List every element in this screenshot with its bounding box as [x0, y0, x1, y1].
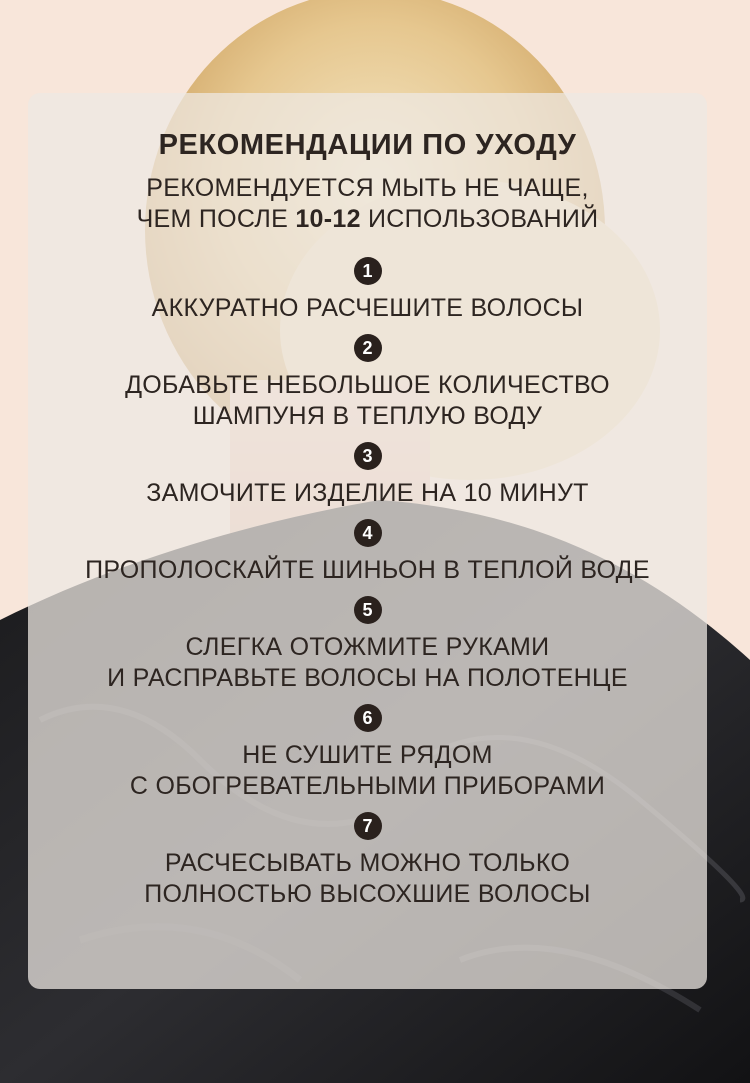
wash-frequency-prefix: ЧЕМ ПОСЛЕ — [136, 205, 296, 233]
step-2 — [28, 334, 707, 432]
step-5 — [28, 596, 707, 694]
step-text: ПРОПОЛОСКАЙТЕ ШИНЬОН В ТЕПЛОЙ ВОДЕ — [85, 556, 650, 584]
step-text — [28, 848, 707, 910]
wash-frequency-number: 10-12 — [295, 205, 361, 233]
step-number-badge: 2 — [354, 334, 382, 362]
step-4 — [28, 519, 707, 586]
step-text — [28, 740, 707, 802]
wash-frequency-line-1: РЕКОМЕНДУЕТСЯ МЫТЬ НЕ ЧАЩЕ, — [146, 174, 589, 202]
step-text — [28, 370, 707, 432]
step-number-badge: 3 — [354, 442, 382, 470]
step-text-line: НЕ СУШИТЕ РЯДОМ — [242, 741, 493, 769]
step-number-badge: 5 — [354, 596, 382, 624]
step-text — [28, 632, 707, 694]
wash-frequency-line-2 — [28, 204, 707, 235]
care-instructions-card — [28, 93, 707, 989]
step-7 — [28, 812, 707, 910]
step-number-badge: 7 — [354, 812, 382, 840]
wash-frequency-suffix: ИСПОЛЬЗОВАНИЙ — [360, 205, 599, 233]
step-number-badge: 4 — [354, 519, 382, 547]
care-steps-list — [28, 257, 707, 910]
step-text-line: С ОБОГРЕВАТЕЛЬНЫМИ ПРИБОРАМИ — [129, 772, 606, 800]
step-text-line: ДОБАВЬТЕ НЕБОЛЬШОЕ КОЛИЧЕСТВО — [125, 371, 610, 399]
step-text-line: СЛЕГКА ОТОЖМИТЕ РУКАМИ — [185, 633, 550, 661]
step-1 — [28, 257, 707, 324]
step-number-badge: 1 — [354, 257, 382, 285]
step-text: АККУРАТНО РАСЧЕШИТЕ ВОЛОСЫ — [151, 294, 584, 322]
page-title: РЕКОМЕНДАЦИИ ПО УХОДУ — [158, 129, 577, 161]
step-text: ЗАМОЧИТЕ ИЗДЕЛИЕ НА 10 МИНУТ — [146, 479, 589, 507]
step-text-line: ШАМПУНЯ В ТЕПЛУЮ ВОДУ — [192, 402, 543, 430]
step-text-line: РАСЧЕСЫВАТЬ МОЖНО ТОЛЬКО — [164, 849, 571, 877]
step-3 — [28, 442, 707, 509]
step-text-line: ПОЛНОСТЬЮ ВЫСОХШИЕ ВОЛОСЫ — [144, 880, 591, 908]
step-6 — [28, 704, 707, 802]
step-number-badge: 6 — [354, 704, 382, 732]
step-text-line: И РАСПРАВЬТЕ ВОЛОСЫ НА ПОЛОТЕНЦЕ — [107, 664, 628, 692]
